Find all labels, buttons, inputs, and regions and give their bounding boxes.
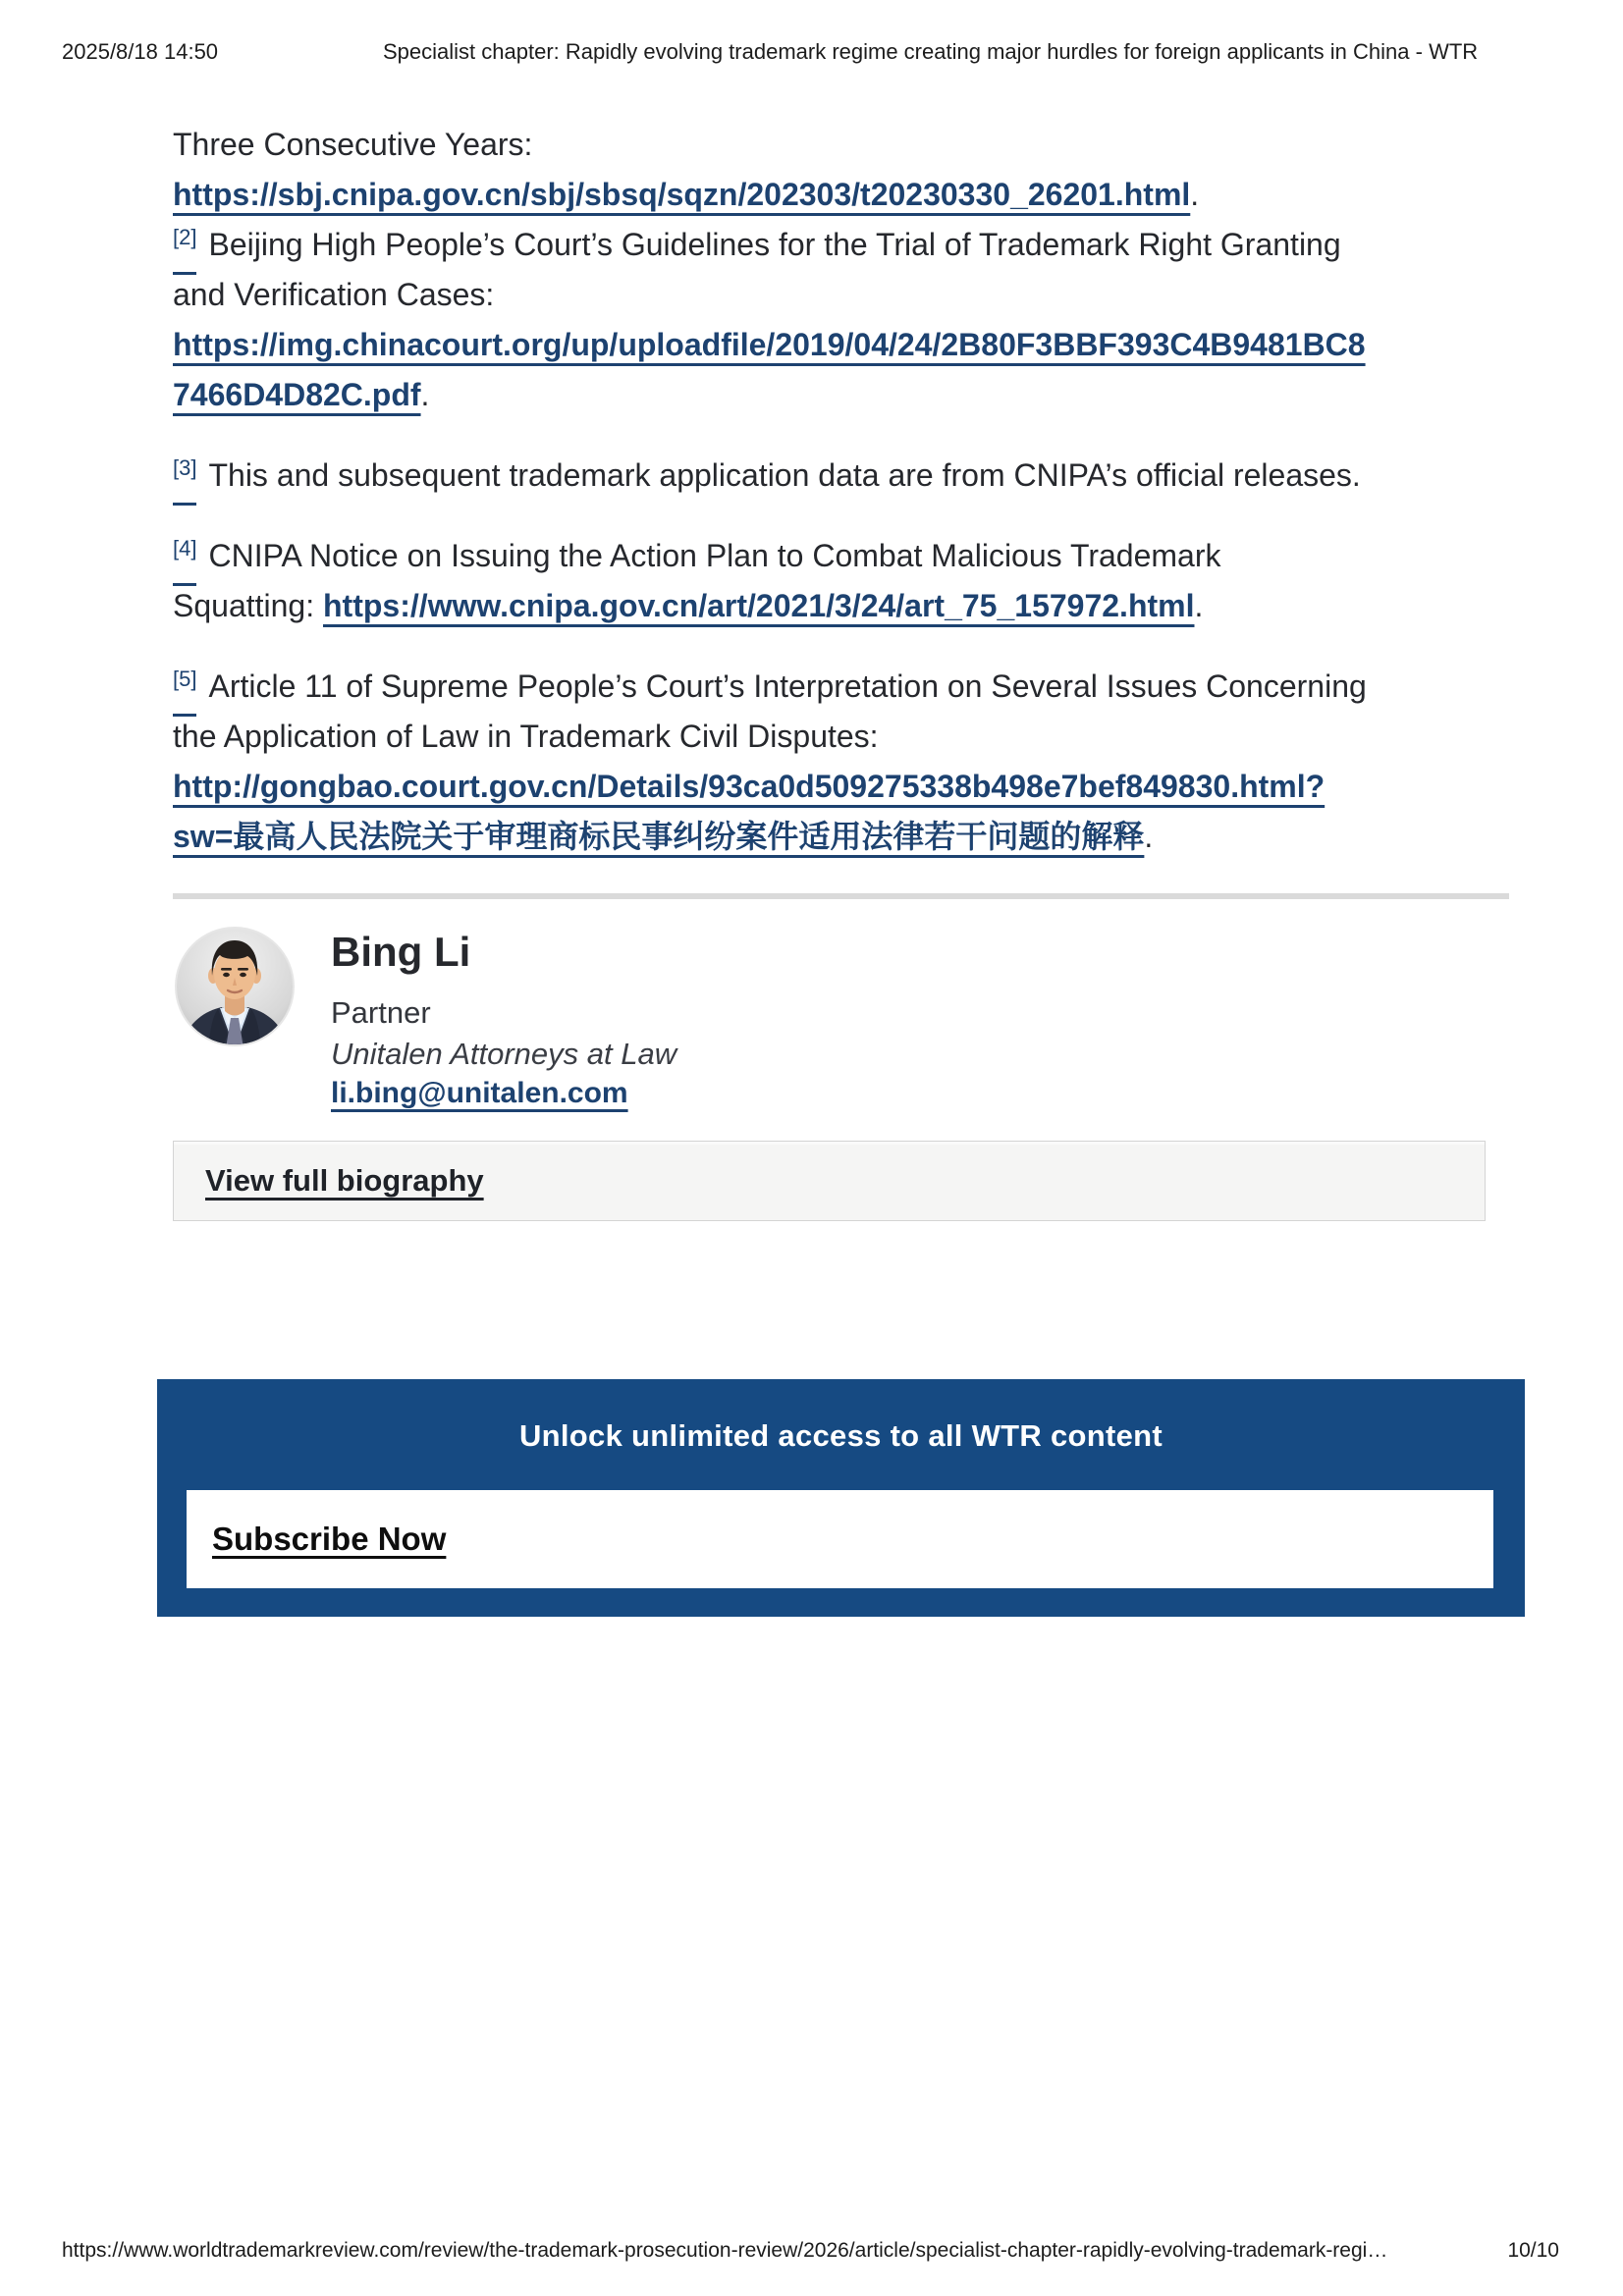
view-biography-box <box>173 1141 1486 1221</box>
author-photo <box>173 925 297 1048</box>
footnote1-tail-text: Three Consecutive Years: <box>173 127 533 162</box>
subscribe-button[interactable] <box>187 1490 1493 1588</box>
footnote2-link-part2[interactable]: 7466D4D82C.pdf <box>173 377 421 412</box>
article-footnotes <box>173 120 1547 862</box>
footnote5-link-part2[interactable]: sw=最高人民法院关于审理商标民事纠纷案件适用法律若干问题的解释 <box>173 819 1145 854</box>
footnote5-period: . <box>1144 819 1154 854</box>
footnote2-text1: Beijing High People’s Court’s Guidelines for the Trial of Trademark Right Granting <box>208 227 1341 262</box>
footnote4-text1: CNIPA Notice on Issuing the Action Plan to Combat Malicious Trademark <box>208 538 1221 573</box>
footnote5-line2 <box>173 712 1547 762</box>
footnote1-tail-line <box>173 120 1547 170</box>
footnote-ref-2[interactable]: [2] <box>173 212 196 262</box>
footnote4-line2 <box>173 581 1547 631</box>
footnote4-link[interactable]: https://www.cnipa.gov.cn/art/2021/3/24/art_75_157972.html <box>323 588 1195 623</box>
footnote2-line1 <box>173 220 1547 270</box>
footnote5-text1: Article 11 of Supreme People’s Court’s Interpretation on Several Issues Concerning <box>208 668 1367 704</box>
author-photo-image <box>173 925 297 1048</box>
footnote3-line <box>173 451 1547 501</box>
footnote1-period: . <box>1190 177 1200 212</box>
footnote1-link[interactable]: https://sbj.cnipa.gov.cn/sbj/sbsq/sqzn/202303/t20230330_26201.html <box>173 177 1191 212</box>
footnote5-link-line2 <box>173 812 1547 862</box>
footnote2-link-line1 <box>173 320 1547 370</box>
subscribe-now-link[interactable]: Subscribe Now <box>212 1521 447 1557</box>
author-name: Bing Li <box>331 929 471 975</box>
footnote2-link-line2 <box>173 370 1547 420</box>
footnote2-text2: and Verification Cases: <box>173 277 495 312</box>
footnote2-period: . <box>420 377 430 412</box>
footnote-ref-4[interactable]: [4] <box>173 523 196 573</box>
footnote5-link-line1 <box>173 762 1547 812</box>
footnote2-link-part1[interactable]: https://img.chinacourt.org/up/uploadfile/2019/04/24/2B80F3BBF393C4B9481BC8 <box>173 327 1366 362</box>
footnote5-line1 <box>173 662 1547 712</box>
section-divider <box>173 893 1509 899</box>
subscribe-banner <box>157 1379 1525 1617</box>
footnote2-line2 <box>173 270 1547 320</box>
footnote-ref-3[interactable]: [3] <box>173 443 196 493</box>
footnote5-link-part1[interactable]: http://gongbao.court.gov.cn/Details/93ca0d509275338b498e7bef849830.html? <box>173 769 1325 804</box>
print-footer-url: https://www.worldtrademarkreview.com/review/the-trademark-prosecution-review/2026/article/specialist-chapter-rapidly-evolving-trademark-regi… <box>62 2239 1388 2262</box>
author-firm: Unitalen Attorneys at Law <box>331 1037 677 1071</box>
print-datetime: 2025/8/18 14:50 <box>62 39 219 64</box>
footnote4-line1 <box>173 531 1547 581</box>
footnote3-text: This and subsequent trademark application data are from CNIPA’s official releases. <box>208 457 1361 493</box>
view-full-biography-link[interactable]: View full biography <box>205 1163 484 1198</box>
author-role: Partner <box>331 995 431 1030</box>
print-document-title: Specialist chapter: Rapidly evolving trademark regime creating major hurdles for foreign applicants in China - WTR <box>383 39 1479 64</box>
footnote-ref-5[interactable]: [5] <box>173 654 196 704</box>
footnote5-text2: the Application of Law in Trademark Civil Disputes: <box>173 719 879 754</box>
print-page-number: 10/10 <box>1507 2239 1559 2262</box>
author-email-link[interactable]: li.bing@unitalen.com <box>331 1077 628 1109</box>
subscribe-banner-title: Unlock unlimited access to all WTR content <box>518 1418 1163 1453</box>
footnote1-link-line <box>173 170 1547 220</box>
footnote4-text2: Squatting: <box>173 588 323 623</box>
footnote4-period: . <box>1194 588 1204 623</box>
